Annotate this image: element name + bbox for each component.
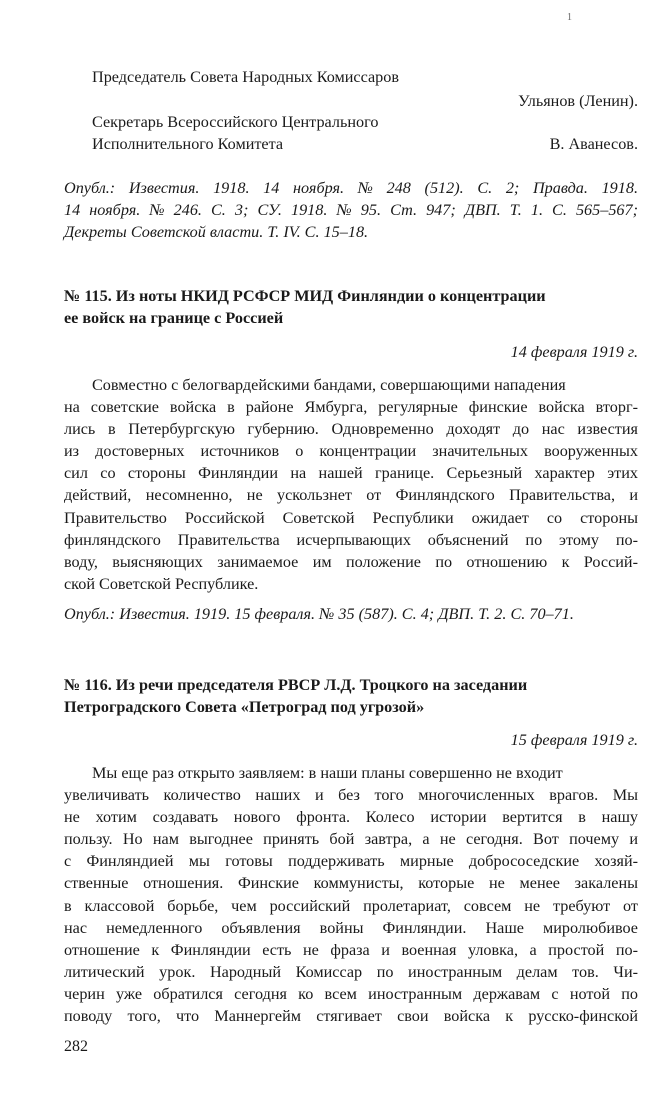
body-line: в классовой борьбе, чем российский пролетариат, совсем не требуют от [64, 896, 638, 915]
page-number: 282 [64, 1038, 88, 1055]
publication-note-1-line: Декреты Советской власти. Т. IV. С. 15–18. [64, 223, 369, 241]
body-line: черин уже обратился сегодня ко всем иностранным державам с нотой по [64, 984, 638, 1003]
body-line: Совместно с белогвардейскими бандами, совершающими нападения [92, 376, 566, 394]
body-line: сил со стороны Финляндии на нашей границе. Серьезный характер этих [64, 464, 638, 483]
body-line: финляндского Правительства исчерпывающих объяснений по этому по- [64, 530, 638, 549]
body-line: действий, несомненно, не ускользнет от Финляндского Правительства, и [64, 486, 638, 505]
signature-row-secretary-2 [64, 135, 638, 157]
body-line: Правительство Российской Советской Республики ожидает со стороны [64, 508, 638, 527]
publication-note-1-line: Опубл.: Известия. 1918. 14 ноября. № 248 (512). С. 2; Правда. 1918. [64, 179, 638, 197]
document-116-title-line: № 116. Из речи председателя РВСР Л.Д. Троцкого на заседании [64, 676, 528, 694]
body-line: нас немедленного объявления войны Финляндии. Наше миролюбивое [64, 918, 638, 937]
body-line: ственные отношения. Финские коммунисты, которые не менее закалены [64, 874, 638, 893]
body-line: с Финляндией мы готовы поддерживать мирные добрососедские хозяй- [64, 852, 638, 871]
body-line: поводу того, что Маннергейм стягивает свои войска к русско-финской [64, 1007, 638, 1026]
document-115-title-line: ее войск на границе с Россией [64, 309, 284, 327]
body-line: отношение к Финляндии есть не фраза и военная уловка, а простой по- [64, 940, 638, 959]
body-line: пользу. Но нам выгоднее принять бой завтра, а не сегодня. Вот почему и [64, 830, 638, 849]
publication-note-1-line: 14 ноября. № 246. С. 3; СУ. 1918. № 95. Ст. 947; ДВП. Т. 1. С. 565–567; [64, 201, 638, 219]
signature-secretary-name: В. Аванесов. [549, 135, 638, 153]
body-line: лись в Петербургскую губернию. Одновременно доходят до нас известия [64, 420, 638, 439]
document-116-date: 15 февраля 1919 г. [510, 731, 638, 749]
signature-chairman-name: Ульянов (Ленин). [518, 92, 638, 110]
document-116-title [64, 674, 638, 718]
body-line: не хотим создавать нового фронта. Колесо истории вертится в нашу [64, 808, 638, 827]
body-line: Мы еще раз открыто заявляем: в наши планы совершенно не входит [92, 764, 563, 782]
document-115-title [64, 285, 638, 329]
document-115-title-line: № 115. Из ноты НКИД РСФСР МИД Финляндии о концентрации [64, 287, 546, 305]
document-115-publication: Опубл.: Известия. 1919. 15 февраля. № 35 (587). С. 4; ДВП. Т. 2. С. 70–71. [64, 605, 574, 623]
body-line: увеличивать количество наших и без того многочисленных врагов. Мы [64, 786, 638, 805]
signature-row-chairman-name [64, 92, 638, 114]
publication-note-1 [64, 177, 638, 243]
signature-row-secretary [64, 113, 638, 135]
body-line: воду, выясняющих занимаемое им положение по отношению к Россий- [64, 552, 638, 571]
document-115-body [64, 374, 638, 595]
corner-mark: 1 [567, 12, 572, 23]
body-line: литический урок. Народный Комиссар по иностранным делам тов. Чи- [64, 962, 638, 981]
signature-secretary-title-1: Секретарь Всероссийского Центрального [92, 113, 379, 131]
document-116-title-line: Петроградского Совета «Петроград под угрозой» [64, 698, 425, 716]
signature-secretary-title-2: Исполнительного Комитета [92, 135, 284, 153]
body-line: ской Советской Республике. [64, 574, 259, 593]
signature-chairman-title: Председатель Совета Народных Комиссаров [92, 68, 400, 86]
body-line: на советские войска в районе Ямбурга, регулярные финские войска вторг- [64, 398, 638, 417]
signature-row-chairman [64, 68, 638, 90]
document-116-body [64, 762, 638, 1027]
document-115-date: 14 февраля 1919 г. [510, 343, 638, 361]
body-line: из достоверных источников о концентрации значительных вооруженных [64, 442, 638, 461]
